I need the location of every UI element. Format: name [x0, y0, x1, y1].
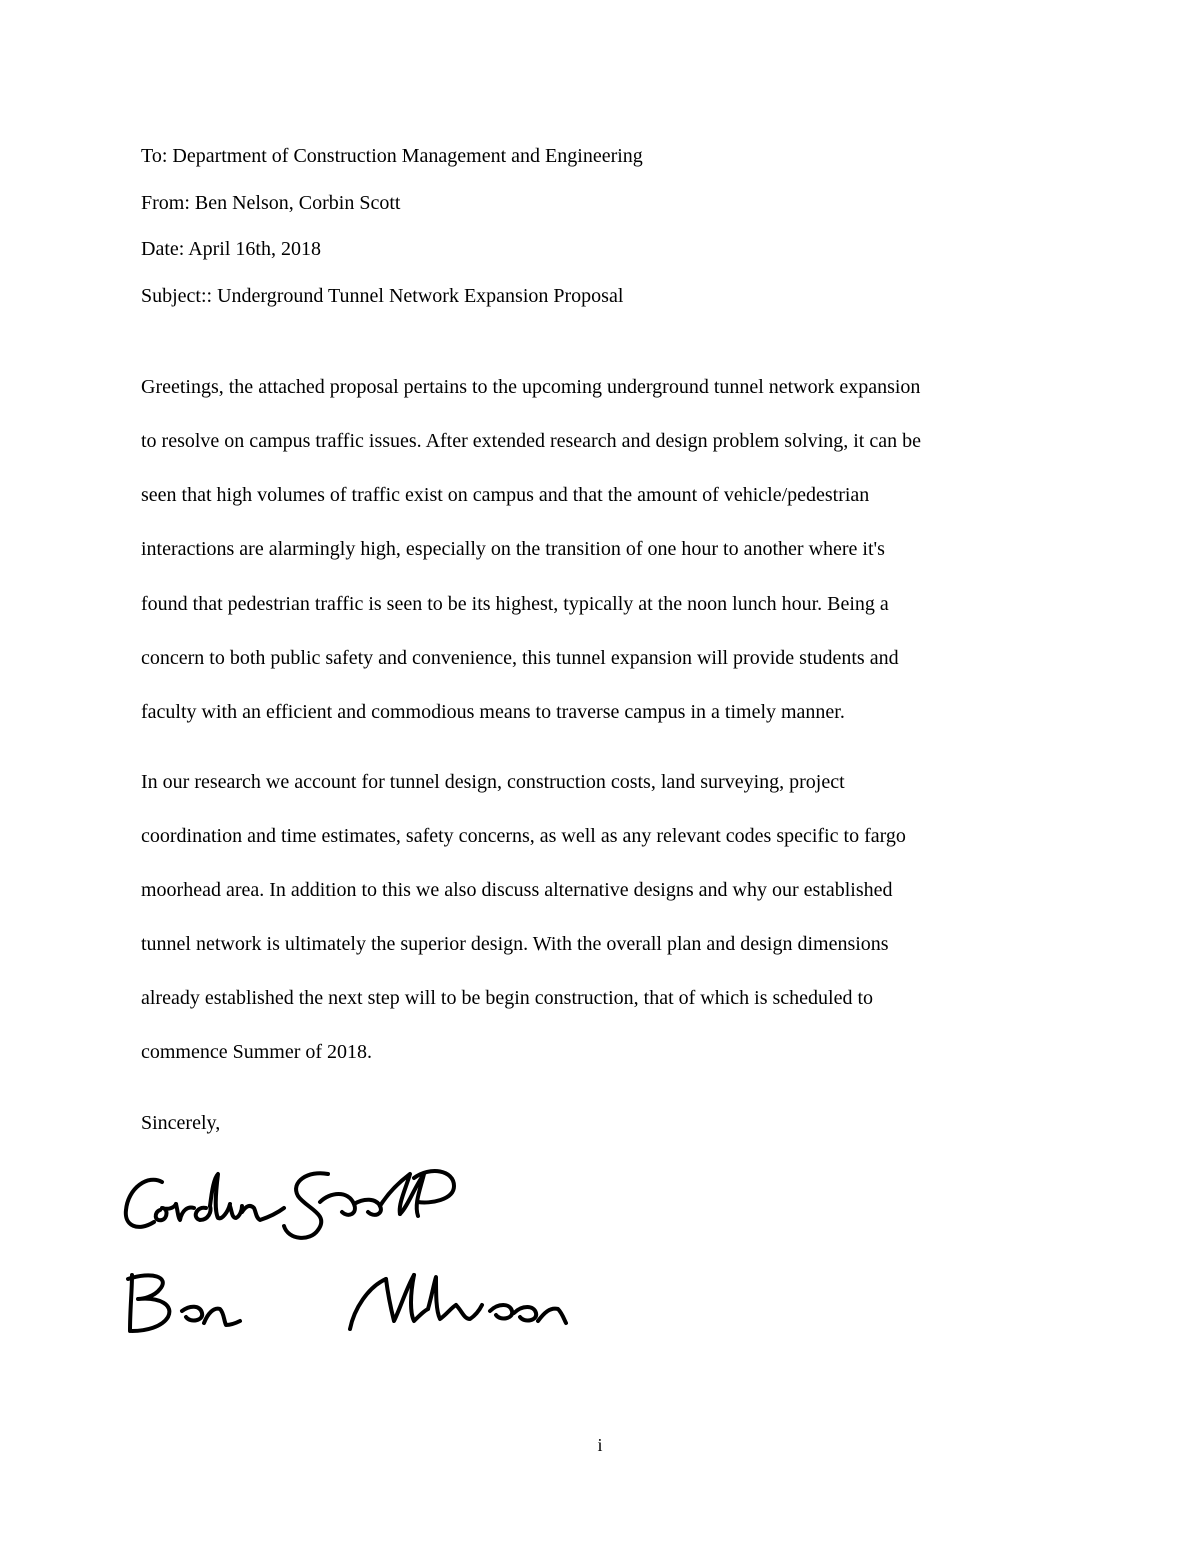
- signature-corbin-scott: [118, 1160, 478, 1260]
- paragraph-line: commence Summer of 2018.: [141, 1041, 373, 1063]
- paragraph-line: to resolve on campus traffic issues. After extended research and design problem solving, it can be: [141, 430, 921, 452]
- paragraph-line: found that pedestrian traffic is seen to be its highest, typically at the noon lunch hour. Being a: [141, 593, 889, 615]
- paragraph-line: already established the next step will to be begin construction, that of which is scheduled to: [141, 987, 874, 1009]
- paragraph-line: coordination and time estimates, safety concerns, as well as any relevant codes specific to fargo: [141, 825, 906, 847]
- signature-ben-nelson: [118, 1265, 588, 1345]
- memo-date-line: Date: April 16th, 2018: [141, 238, 321, 260]
- paragraph-line: faculty with an efficient and commodious means to traverse campus in a timely manner.: [141, 701, 845, 723]
- memo-subject-line: Subject:: Underground Tunnel Network Expansion Proposal: [141, 285, 624, 307]
- page-number: i: [597, 1435, 603, 1455]
- closing-salutation: Sincerely,: [141, 1112, 221, 1134]
- memo-to-line: To: Department of Construction Management and Engineering: [141, 145, 643, 167]
- paragraph-line: tunnel network is ultimately the superior design. With the overall plan and design dimensions: [141, 933, 889, 955]
- paragraph-line: interactions are alarmingly high, especially on the transition of one hour to another where it's: [141, 538, 885, 560]
- paragraph-line: seen that high volumes of traffic exist on campus and that the amount of vehicle/pedestrian: [141, 484, 870, 506]
- memo-from-line: From: Ben Nelson, Corbin Scott: [141, 192, 401, 214]
- paragraph-line: moorhead area. In addition to this we also discuss alternative designs and why our established: [141, 879, 893, 901]
- paragraph-line: Greetings, the attached proposal pertains to the upcoming underground tunnel network expansion: [141, 376, 921, 398]
- paragraph-line: concern to both public safety and convenience, this tunnel expansion will provide students and: [141, 647, 899, 669]
- paragraph-line: In our research we account for tunnel design, construction costs, land surveying, project: [141, 771, 845, 793]
